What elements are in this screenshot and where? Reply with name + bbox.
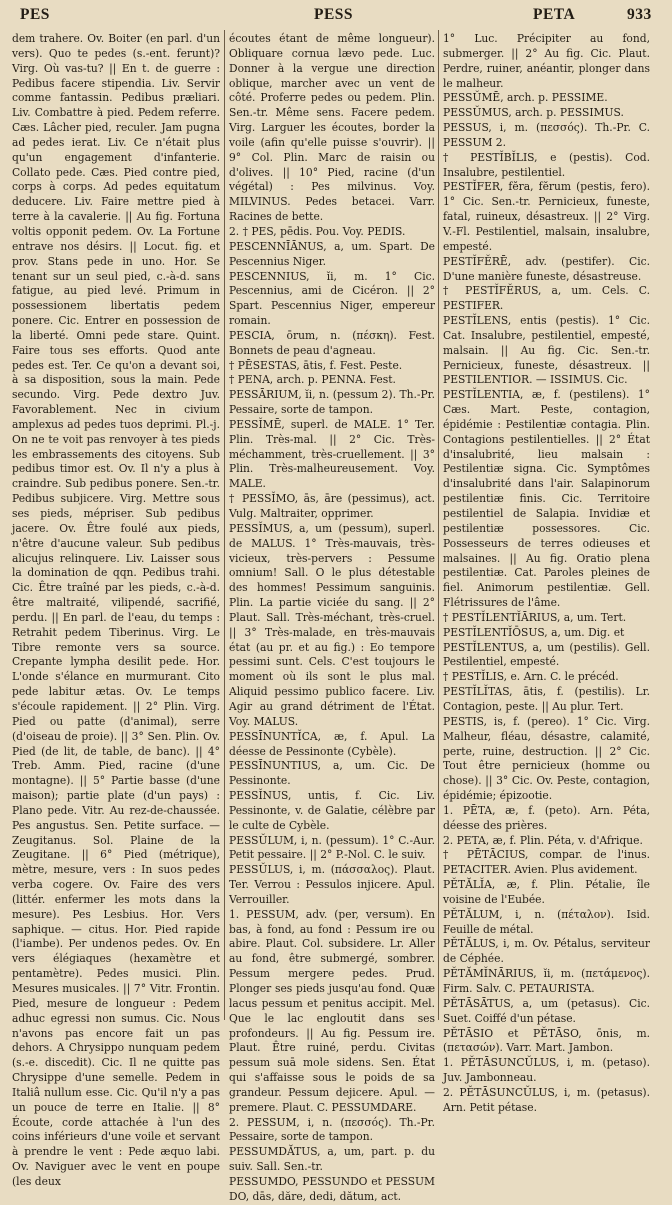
- column-1: [12, 32, 220, 1190]
- column-3: [443, 32, 650, 1116]
- entry-text: † PĒTĀCIUS, compar. de l'inus. PETACITER. Avien. Plus avidement.: [443, 848, 650, 877]
- entry-text: 2. PETA, æ, f. Plin. Péta, v. d'Afrique.: [443, 833, 643, 847]
- entry-text: PESSŬMUS, arch. p. PESSIMUS.: [443, 106, 624, 120]
- column-2: [229, 32, 435, 1205]
- entry-text: PESSUS, i, m. (πεσσός). Th.-Pr. C. PESSUM 2.: [443, 121, 650, 149]
- entry-text: PESSŬMĒ, arch. p. PESSIME.: [443, 91, 608, 105]
- entry-text: PESTĬLENTĬŌSUS, a, um. Dig. et: [443, 625, 625, 639]
- entry-text: PESCENNĪĀNUS, a, um. Spart. De Pescennius Niger.: [229, 239, 435, 268]
- entry-text: écoutes étant de même longueur). Obliquare cornua lævo pede. Luc. Donner à la vergue une direction oblique, marcher avec un vent de côté. Proferre pedes ou pedem. Plin. Sen.-tr. Même sens. Facere pedem. Virg. Larguer les écoutes, border la voile (afin qu'elle puisse s'ouvrir). || 9° Col. Plin. Marc de raisin ou d'olives. || 10° Pied, racine (d'un végétal) : Pes milvinus. Voy. MILVINUS. Pedes betacei. Varr. Racines de bette.: [229, 32, 435, 224]
- entry-text: 2. PESSUM, i, n. (πεσσός). Th.-Pr. Pessaire, sorte de tampon.: [229, 1115, 435, 1144]
- column-divider: [224, 30, 225, 1020]
- left-guide-word: PES: [20, 6, 50, 23]
- entry-text: PĔTĂLUM, i, n. (πέταλον). Isid. Feuille de métal.: [443, 907, 650, 936]
- entry-text: dem trahere. Ov. Boiter (en parl. d'un vers). Quo te pedes (s.-ent. ferunt)? Virg. Où vas-tu? || En t. de guerre : Pedibus facere stipendia. Liv. Servir comme fantassin. Pedibus præliari. Liv. Combattre à pied. Pedem referre. Cæs. Lâcher pied, reculer. Jam pugna ad pedes ierat. Liv. Ce n'était plus qu'un engagement d'infanterie. Collato pede. Cæs. Pied contre pied, corps à corps. Ad pedes equitatum deducere. Liv. Faire mettre pied à terre à la cavalerie. || Au fig. Fortuna voltis opponit pedem. Ov. La Fortune entrave nos désirs. || Locut. fig. et prov. Stans pede in uno. Hor. Se tenant sur un seul pied, c.-à-d. sans fatigue, au pied levé. Primum in possessionem libertatis pedem ponere. Cic. Entrer en possession de la liberté. Omni pede stare. Quint. Faire tous ses efforts. Quod ante pedes est. Ter. Ce qu'on a devant soi, à sa disposition, sous la main. Pede secundo. Virg. Pede dextro Juv. Favorablement. Nec in civium amplexus ad pedes tuos deprimi. Pl.-j. On ne te voit pas renvoyer à tes pieds les embrassements des citoyens. Sub pedibus timor est. Ov. Il n'y a plus à craindre. Sub pedibus ponere. Sen.-tr. Pedibus subjicere. Virg. Mettre sous ses pieds, mépriser. Sub pedibus jacere. Ov. Être foulé aux pieds, n'être d'aucune valeur. Sub pedibus alicujus relinquere. Liv. Laisser sous la domination de qqn. Pedibus trahi. Cic. Être traîné par les pieds, c.-à-d. être maltraité, vilipendé, sacrifié, perdu. || En parl. de l'eau, du temps : Retrahit pedem Tiberinus. Virg. Le Tibre remonte vers sa source. Crepante lympha desilit pede. Hor. L'onde s'élance en murmurant. Cito pede labitur ætas. Ov. Le temps s'écoule rapidement. || 2° Plin. Virg. Pied ou patte (d'animal), serre (d'oiseau de proie). || 3° Sen. Plin. Ov. Pied (de lit, de table, de banc). || 4° Treb. Amm. Pied, racine (d'une montagne). || 5° Partie basse (d'une maison); partie plate (d'un pays) : Plano pede. Vitr. Au rez-de-chaussée. Pes angustus. Sen. Petite surface. — Zeugitanus. Sol. Plaine de la Zeugitane. || 6° Pied (métrique), mètre, mesure, vers : In suos pedes verba cogere. Ov. Faire des vers (littér. enfermer les mots dans la mesure). Pes Lesbius. Hor. Vers saphique. — citus. Hor. Pied rapide (l'iambe). Per undenos pedes. Ov. En vers élégiaques (hexamètre et pentamètre). Pedes musici. Plin. Mesures musicales. || 7° Vitr. Frontin. Pied, mesure de longueur : Pedem adhuc egressi non sumus. Cic. Nous n'avons pas encore fait un pas dehors. A Chrysippo nunquam pedem (s.-e. discedit). Cic. Il ne quitte pas Chrysippe d'une semelle. Pedem in Italiâ nullum esse. Cic. Qu'il n'y a pas un pouce de terre en Italie. || 8° Écoute, corde attachée à l'un des coins inférieurs d'une voile et servant à prendre le vent : Pede æquo labi. Ov. Naviguer avec le vent en poupe (les deux: [12, 32, 220, 1188]
- entry-text: PESTĬLĬTAS, ātis, f. (pestilis). Lr. Contagion, peste. || Au plur. Tert.: [443, 685, 650, 713]
- entry-text: PĔTĂLUS, i, m. Ov. Pétalus, serviteur de Céphée.: [443, 937, 650, 966]
- entry-text: PESCENNIUS, ĭi, m. 1° Cic. Pescennius, ami de Cicéron. || 2° Spart. Pescennius Niger, empereur romain.: [229, 269, 435, 328]
- entry-text: PESTĬLENTUS, a, um (pestilis). Gell. Pestilentiel, empesté.: [443, 640, 650, 669]
- entry-text: PESTĬFĔRĒ, adv. (pestifer). Cic. D'une manière funeste, désastreuse.: [443, 254, 650, 283]
- entry-text: † PESTĬBĬLIS, e (pestis). Cod. Insalubre, pestilentiel.: [443, 150, 650, 179]
- entry-text: PESSĀRIUM, ĭi, n. (pessum 2). Th.-Pr. Pessaire, sorte de tampon.: [229, 388, 435, 417]
- entry-text: PĔTĂLĬA, æ, f. Plin. Pétalie, île voisine de l'Eubée.: [443, 878, 650, 906]
- entry-text: PESCIA, ōrum, n. (πέσκη). Fest. Bonnets de peau d'agneau.: [229, 328, 435, 357]
- entry-text: † PĒSESTAS, ātis, f. Fest. Peste.: [229, 358, 403, 372]
- entry-text: PĔTĀSĀTUS, a, um (petasus). Cic. Suet. Coiffé d'un pétase.: [443, 996, 650, 1025]
- entry-text: PĔTĂMĬNĀRIUS, ĭi, m. (πετάμενος). Firm. Salv. C. PETAURISTA.: [443, 967, 650, 995]
- entry-text: 2. PĔTĀSUNCŬLUS, i, m. (petasus). Arn. Petit pétase.: [443, 1085, 650, 1114]
- entry-text: PESSĬMĒ, superl. de MALE. 1° Ter. Plin. Très-mal. || 2° Cic. Très-méchamment, très-cruellement. || 3° Plin. Très-malheureusement. Voy. MALE.: [229, 417, 435, 491]
- entry-text: PESSUMDO, PESSUNDO et PESSUM DO, dās, dăre, dedi, dătum, act.: [229, 1174, 435, 1203]
- entry-text: PĔTĀSIO et PĔTĀSO, ōnis, m. (πετασών). Varr. Mart. Jambon.: [443, 1026, 650, 1055]
- running-head: [0, 4, 672, 26]
- entry-text: PESSĪNUNTĬCA, æ, f. Apul. La déesse de Pessinonte (Cybèle).: [229, 729, 435, 758]
- entry-text: † PESTĬLIS, e. Arn. C. le précéd.: [443, 670, 619, 684]
- entry-text: PESSĪNUNTIUS, a, um. Cic. De Pessinonte.: [229, 759, 435, 788]
- entry-text: 2. † PES, pēdis. Pou. Voy. PEDIS.: [229, 224, 406, 238]
- entry-text: PESTĬFER, fĕra, fĕrum (pestis, fero). 1° Cic. Sen.-tr. Pernicieux, funeste, fatal, ruineux, désastreux. || 2° Virg. V.-Fl. Pestilentiel, malsain, insalubre, empesté.: [443, 180, 650, 253]
- center-guide-word: PESS: [314, 6, 354, 23]
- entry-text: † PENA, arch. p. PENNA. Fest.: [229, 373, 396, 387]
- entry-text: 1. PĔTĀSUNCŬLUS, i, m. (petaso). Juv. Jambonneau.: [443, 1056, 650, 1085]
- entry-text: PESTĬLENS, entis (pestis). 1° Cic. Cat. Insalubre, pestilentiel, empesté, malsain. || Au fig. Cic. Sen.-tr. Pernicieux, funeste, désastreux. || PESTILENTIOR. — ISSIMUS. Cic.: [443, 314, 650, 387]
- page-number: 933: [627, 6, 652, 23]
- column-divider: [438, 30, 439, 1020]
- right-guide-word: PETA: [533, 6, 576, 23]
- entry-text: PESTIS, is, f. (pereo). 1° Cic. Virg. Malheur, fléau, désastre, calamité, perte, ruine, destruction. || 2° Cic. Tout être pernicieux (homme ou chose). || 3° Cic. Ov. Peste, contagion, épidémie; épizootie.: [443, 714, 650, 803]
- entry-text: PESSŬLUS, i, m. (πάσσαλος). Plaut. Ter. Verrou : Pessulos injicere. Apul. Verrouiller.: [229, 863, 435, 906]
- entry-text: 1. PĒTA, æ, f. (peto). Arn. Péta, déesse des prières.: [443, 803, 650, 832]
- entry-text: † PESTĬLENTĬĀRIUS, a, um. Tert.: [443, 610, 627, 624]
- entry-text: PESSĬNUS, untis, f. Cic. Liv. Pessinonte, v. de Galatie, célèbre par le culte de Cybèle.: [229, 789, 435, 832]
- entry-text: PESSŬLUM, i, n. (pessum). 1° C.-Aur. Petit pessaire. || 2° P.-Nol. C. le suiv.: [229, 833, 435, 862]
- entry-text: † PESSĬMO, ās, āre (pessimus), act. Vulg. Maltraiter, opprimer.: [229, 492, 435, 520]
- entry-text: PESSUMDĂTUS, a, um, part. p. du suiv. Sall. Sen.-tr.: [229, 1145, 435, 1174]
- entry-text: PESTĬLENTIA, æ, f. (pestilens). 1° Cæs. Mart. Peste, contagion, épidémie : Pestilentiæ contagia. Plin. Contagions pestilentielles. || 2° État d'insalubrité, lieu malsain : Pestilentiæ signa. Cic. Symptômes d'insalubrité dans l'air. Salapinorum pestilentiæ finis. Cic. Territoire pestilentiel de Salapia. Invidiæ et pestilentiæ possessores. Cic. Possesseurs de terres odieuses et malsaines. || Au fig. Oratio plena pestilentiæ. Cat. Paroles pleines de fiel. Animorum pestilentiæ. Gell. Flétrissures de l'âme.: [443, 388, 650, 610]
- entry-text: † PESTĬFĔRUS, a, um. Cels. C. PESTIFER.: [443, 284, 650, 313]
- entry-text: PESSĬMUS, a, um (pessum), superl. de MALUS. 1° Très-mauvais, très-vicieux, très-pervers : Pessume omnium! Sall. O le plus détestable des hommes! Pessimum sanguinis. Plin. La partie viciée du sang. || 2° Plaut. Sall. Très-méchant, très-cruel. || 3° Très-malade, en très-mauvais état (au pr. et au fig.) : Eo tempore pessimi sunt. Cels. C'est toujours le moment où ils sont le plus mal. Aliquid pessimo publico facere. Liv. Agir au grand détriment de l'État. Voy. MALUS.: [229, 521, 435, 728]
- entry-text: 1. PESSUM, adv. (per, versum). En bas, à fond, au fond : Pessum ire ou abire. Plaut. Col. subsidere. Lr. Aller au fond, être submergé, sombrer. Pessum mergere pedes. Prud. Plonger ses pieds jusqu'au fond. Quæ lacus pessum et penitus accipit. Mel. Que le lac engloutit dans ses profondeurs. || Au fig. Pessum ire. Plaut. Être ruiné, perdu. Civitas pessum suā mole sidens. Sen. État qui s'affaisse sous le poids de sa grandeur. Pessum dejicere. Apul. — premere. Plaut. C. PESSUMDARE.: [229, 907, 435, 1114]
- entry-text: 1° Luc. Précipiter au fond, submerger. || 2° Au fig. Cic. Plaut. Perdre, ruiner, anéantir, plonger dans le malheur.: [443, 32, 650, 90]
